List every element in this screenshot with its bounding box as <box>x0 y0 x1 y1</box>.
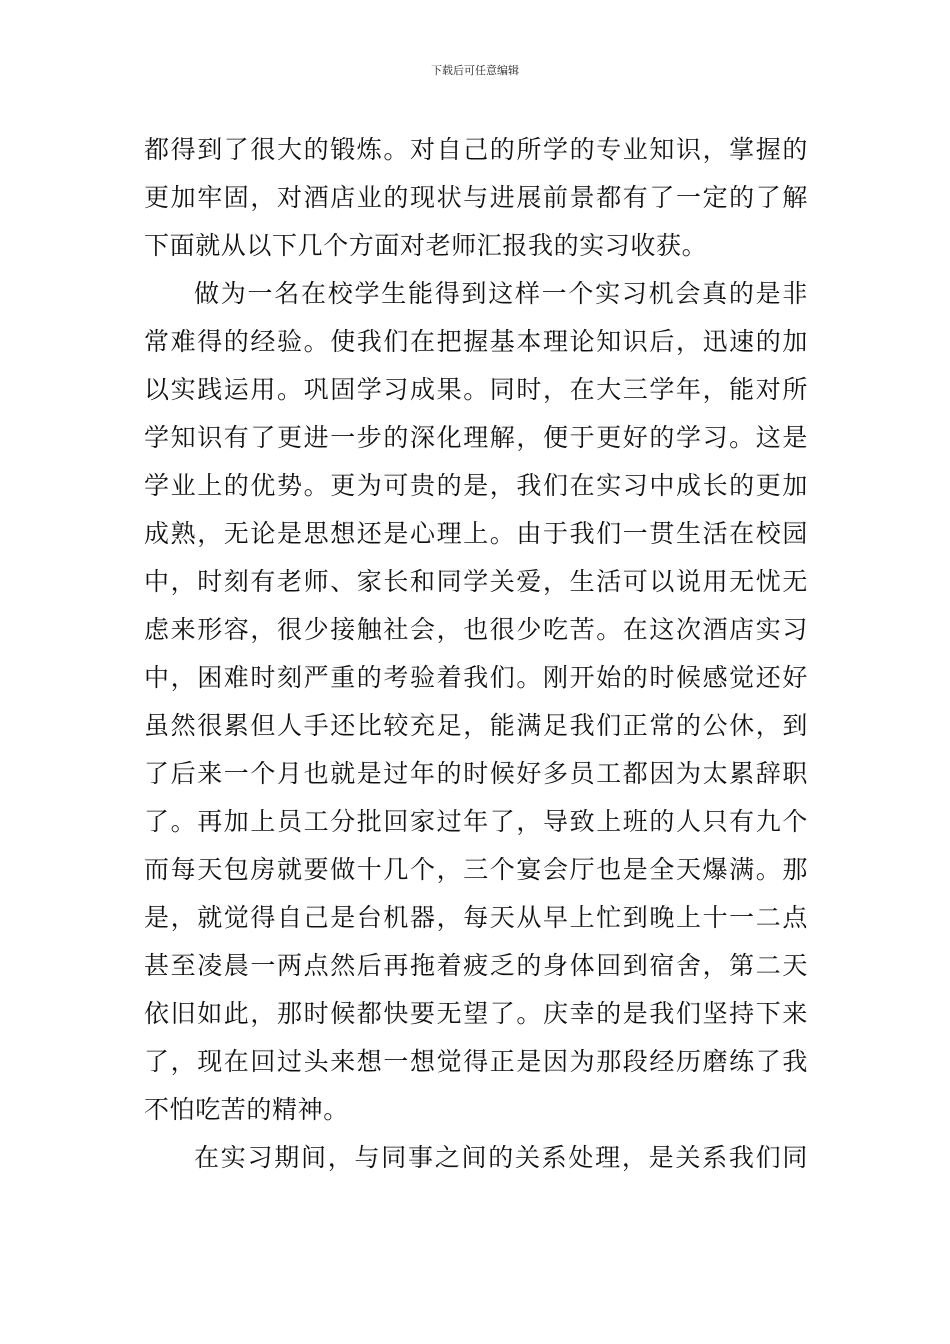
text-line: 是，就觉得自己是台机器，每天从早上忙到晚上十一二点 <box>144 903 808 932</box>
text-line: 虽然很累但人手还比较充足，能满足我们正常的公休，到 <box>144 711 808 740</box>
text-line: 不怕吃苦的精神。 <box>144 1095 349 1124</box>
text-line: 了。再加上员工分批回家过年了，导致上班的人只有九个 <box>144 807 808 836</box>
text-line: 成熟，无论是思想还是心理上。由于我们一贯生活在校园 <box>144 519 808 548</box>
document-body <box>144 126 808 1182</box>
text-line: 中，困难时刻严重的考验着我们。刚开始的时候感觉还好 <box>144 663 808 692</box>
paragraph-start-line: 做为一名在校学生能得到这样一个实习机会真的是非 <box>194 279 808 308</box>
text-line: 了后来一个月也就是过年的时候好多员工都因为太累辞职 <box>144 759 808 788</box>
text-line: 依旧如此，那时候都快要无望了。庆幸的是我们坚持下来 <box>144 999 808 1028</box>
text-line: 了，现在回过头来想一想觉得正是因为那段经历磨练了我 <box>144 1047 808 1076</box>
text-line: 学业上的优势。更为可贵的是，我们在实习中成长的更加 <box>144 471 808 500</box>
text-line: 学知识有了更进一步的深化理解，便于更好的学习。这是 <box>144 423 808 452</box>
text-line: 下面就从以下几个方面对老师汇报我的实习收获。 <box>144 231 708 260</box>
text-line: 甚至凌晨一两点然后再拖着疲乏的身体回到宿舍，第二天 <box>144 951 808 980</box>
text-line: 中，时刻有老师、家长和同学关爱，生活可以说用无忧无 <box>144 567 808 596</box>
paragraph-start-line: 在实习期间，与同事之间的关系处理，是关系我们同 <box>194 1143 808 1172</box>
text-line: 都得到了很大的锻炼。对自己的所学的专业知识，掌握的 <box>144 135 808 164</box>
page-header: 下载后可任意编辑 <box>431 64 519 77</box>
text-line: 常难得的经验。使我们在把握基本理论知识后，迅速的加 <box>144 327 808 356</box>
text-line: 以实践运用。巩固学习成果。同时，在大三学年，能对所 <box>144 375 808 404</box>
text-line: 虑来形容，很少接触社会，也很少吃苦。在这次酒店实习 <box>144 615 808 644</box>
text-line: 更加牢固，对酒店业的现状与进展前景都有了一定的了解 <box>144 183 808 212</box>
text-line: 而每天包房就要做十几个，三个宴会厅也是全天爆满。那 <box>144 855 808 884</box>
